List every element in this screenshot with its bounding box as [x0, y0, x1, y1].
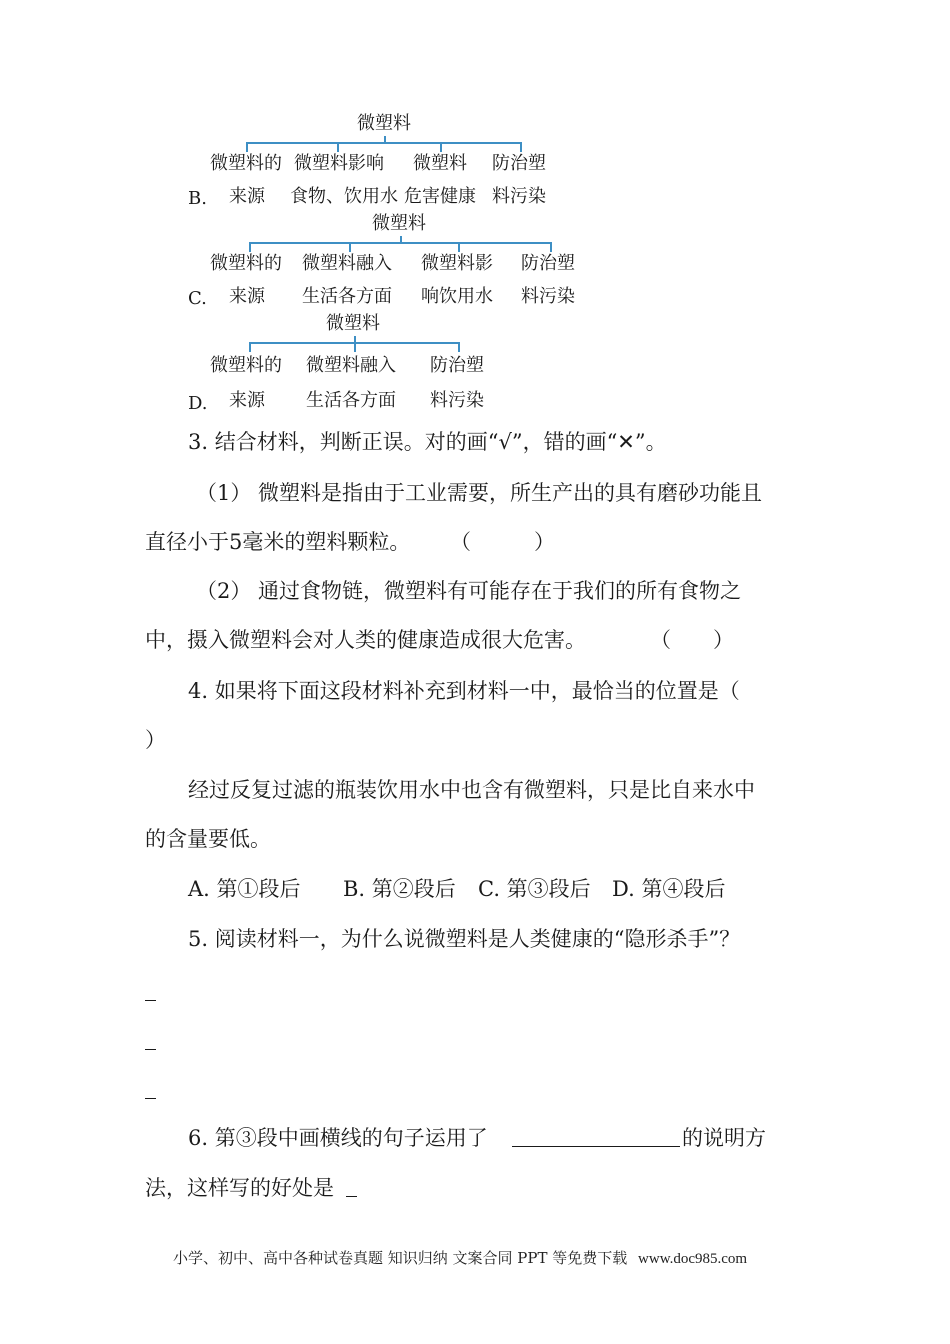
tree-c-connector	[458, 242, 460, 252]
q3-item2-line2: 中，摄入微塑料会对人类的健康造成很大危害。	[145, 628, 586, 652]
tree-b-node-4-line1: 防治塑	[492, 153, 546, 174]
tree-d-connector	[249, 342, 251, 352]
tree-d-connector	[354, 342, 356, 352]
tree-c-connector	[249, 242, 552, 244]
q3-item2-line1: （2） 通过食物链，微塑料有可能存在于我们的所有食物之	[196, 579, 742, 603]
tree-c-connector	[249, 242, 251, 252]
q4-stem-line2: ）	[145, 728, 166, 752]
tree-c-node-4-line1: 防治塑	[521, 253, 575, 274]
q6-method-blank[interactable]	[512, 1146, 680, 1147]
tree-d-root: 微塑料	[326, 313, 380, 334]
tree-b-connector	[337, 142, 339, 152]
tree-c-node-4-line2: 料污染	[521, 286, 575, 307]
tree-c-node-1-line2: 来源	[229, 286, 265, 307]
tree-d-connector	[458, 342, 460, 352]
page-footer	[173, 1248, 747, 1269]
q4-option-d[interactable]: D. 第④段后	[612, 877, 726, 901]
tree-b-node-2-line2: 食物、饮用水	[290, 186, 398, 207]
q3-item1-line2: 直径小于5毫米的塑料颗粒。	[145, 530, 411, 554]
tree-c-node-3-line2: 响饮用水	[421, 286, 493, 307]
tree-d-letter: D.	[188, 393, 208, 414]
tree-c-connector	[349, 242, 351, 252]
tree-c-node-1-line1: 微塑料的	[210, 253, 282, 274]
q3-stem: 3. 结合材料，判断正误。对的画“√”，错的画“✕”。	[188, 430, 667, 454]
tree-b-node-4-line2: 料污染	[492, 186, 546, 207]
tree-c-node-2-line2: 生活各方面	[302, 286, 392, 307]
q4-stem-line1: 4. 如果将下面这段材料补充到材料一中，最恰当的位置是（	[188, 679, 740, 703]
tree-d-node-1-line2: 来源	[229, 390, 265, 411]
tree-d-node-1-line1: 微塑料的	[210, 355, 282, 376]
q5-answer-line-3[interactable]	[145, 1098, 156, 1099]
tree-d-node-3-line1: 防治塑	[430, 355, 484, 376]
tree-d-node-2-line2: 生活各方面	[306, 390, 396, 411]
footer-url[interactable]: www.doc985.com	[638, 1251, 748, 1267]
q6-line2: 法，这样写的好处是	[145, 1176, 334, 1200]
q4-option-a[interactable]: A. 第①段后	[188, 877, 301, 901]
tree-d-node-3-line2: 料污染	[430, 390, 484, 411]
tree-c-connector	[550, 242, 552, 252]
tree-c-root: 微塑料	[372, 213, 426, 234]
tree-b-connector	[520, 142, 522, 152]
tree-c-letter: C.	[188, 288, 207, 309]
tree-b-node-1-line2: 来源	[229, 186, 265, 207]
q6-line1-start: 6. 第③段中画横线的句子运用了	[188, 1126, 488, 1150]
q3-item1-line1: （1） 微塑料是指由于工业需要，所生产出的具有磨砂功能且	[196, 481, 763, 505]
tree-b-node-1-line1: 微塑料的	[210, 153, 282, 174]
q4-quote-line2: 的含量要低。	[145, 827, 271, 851]
tree-b-connector	[440, 142, 442, 152]
tree-c-node-3-line1: 微塑料影	[421, 253, 493, 274]
q4-quote-line1: 经过反复过滤的瓶装饮用水中也含有微塑料，只是比自来水中	[188, 778, 755, 802]
tree-b-connector	[246, 142, 248, 152]
tree-b-connector	[246, 142, 522, 144]
q5-answer-line-1[interactable]	[145, 1000, 156, 1001]
footer-text: 小学、初中、高中各种试卷真题 知识归纳 文案合同 PPT 等免费下载	[173, 1249, 628, 1267]
q4-option-c[interactable]: C. 第③段后	[478, 877, 591, 901]
q3-item2-answer-paren[interactable]: （ ）	[650, 628, 734, 652]
q3-item1-answer-paren[interactable]: （ ）	[450, 530, 555, 554]
tree-c-node-2-line1: 微塑料融入	[302, 253, 392, 274]
tree-b-root: 微塑料	[357, 113, 411, 134]
tree-d-node-2-line1: 微塑料融入	[306, 355, 396, 376]
q5-stem: 5. 阅读材料一，为什么说微塑料是人类健康的“隐形杀手”？	[188, 927, 741, 951]
q4-option-b[interactable]: B. 第②段后	[343, 877, 456, 901]
tree-b-node-3-line1: 微塑料	[413, 153, 467, 174]
q6-benefit-blank[interactable]	[346, 1196, 357, 1197]
q6-line1-end: 的说明方	[682, 1126, 766, 1150]
tree-b-letter: B.	[188, 188, 207, 209]
tree-b-node-2-line1: 微塑料影响	[294, 153, 384, 174]
tree-b-node-3-line2: 危害健康	[404, 186, 476, 207]
q5-answer-line-2[interactable]	[145, 1049, 156, 1050]
